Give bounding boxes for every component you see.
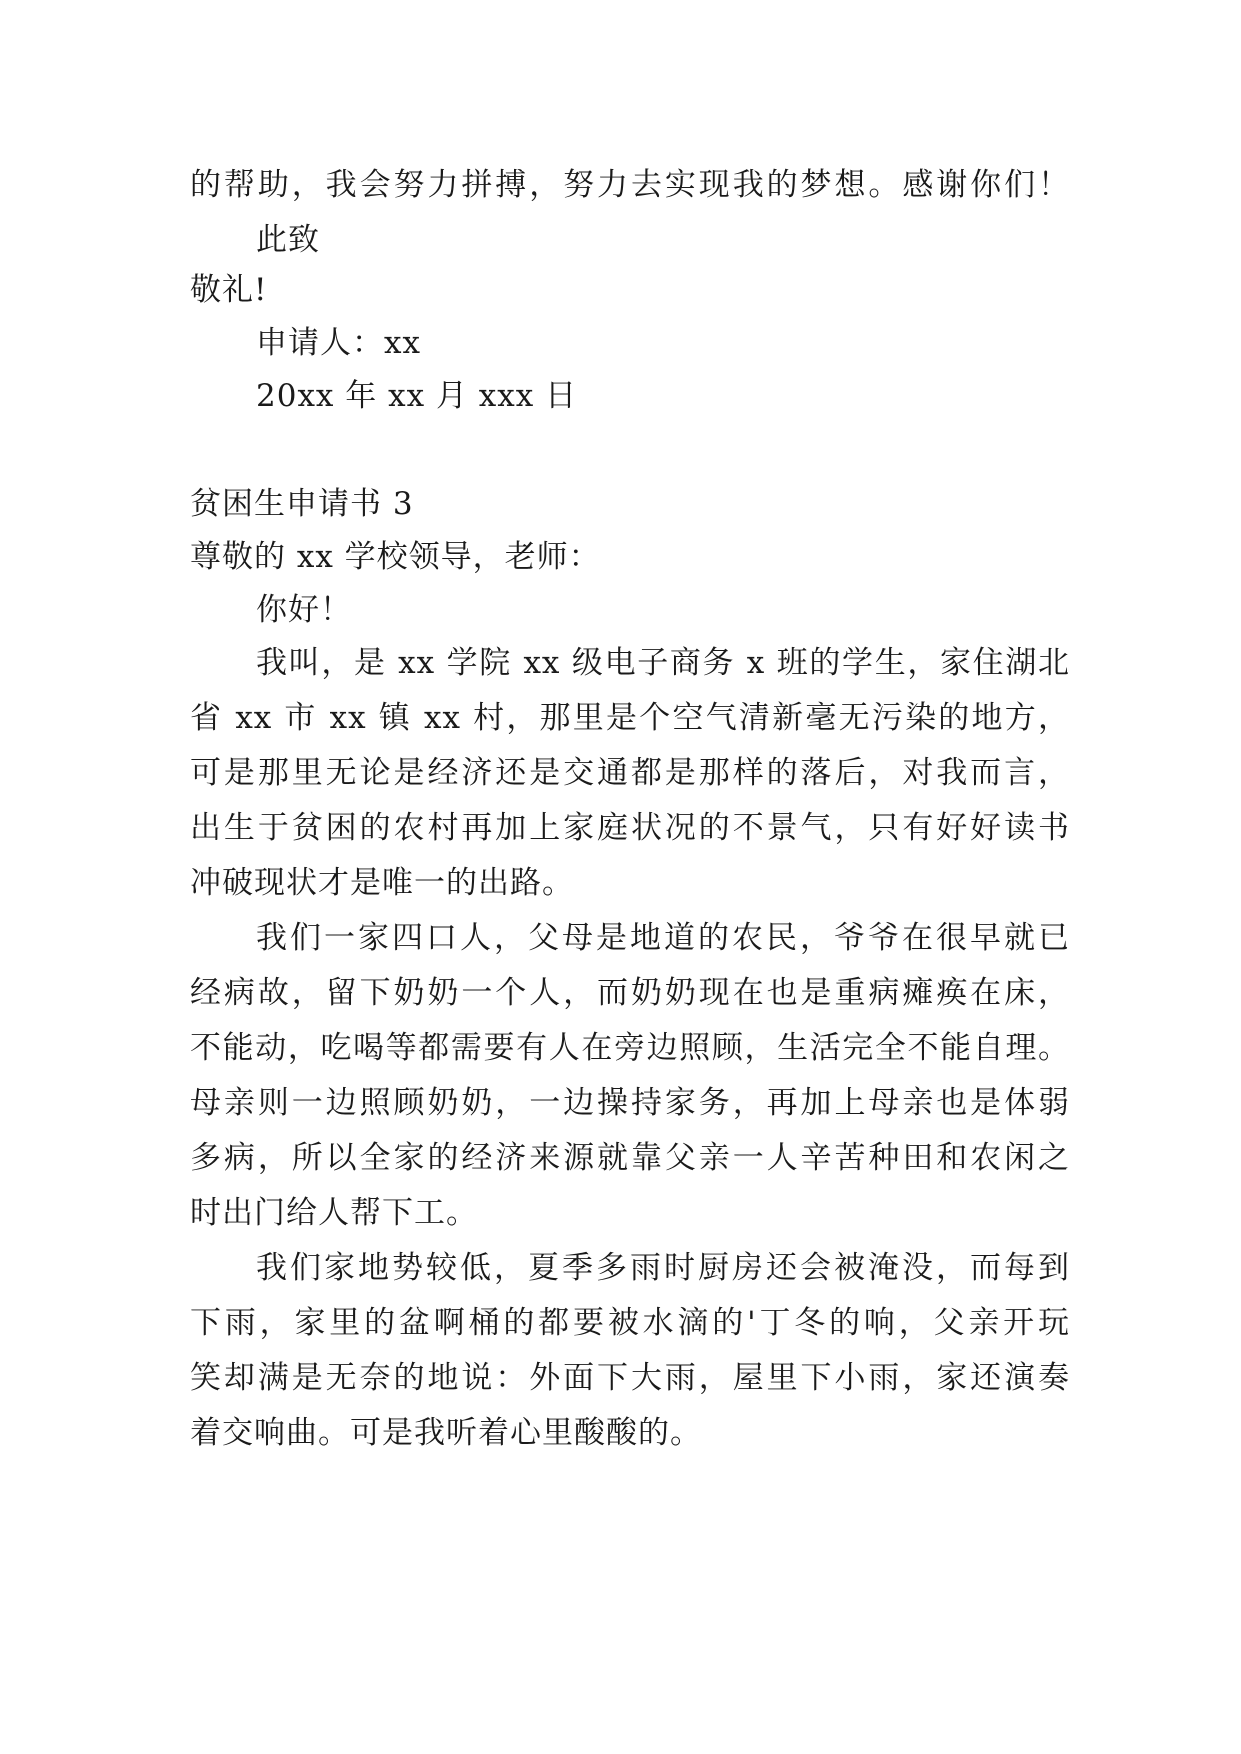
paragraph-line: 多病，所以全家的经济来源就靠父亲一人辛苦种田和农闲之 bbox=[190, 1140, 1070, 1176]
paragraph-line: 下雨，家里的盆啊桶的都要被水滴的'丁冬的响，父亲开玩 bbox=[190, 1305, 1070, 1341]
closing-line: 的帮助，我会努力拼搏，努力去实现我的梦想。感谢你们！ bbox=[190, 167, 1070, 203]
paragraph-line: 冲破现状才是唯一的出路。 bbox=[190, 865, 574, 901]
salutation-line-2: 敬礼! bbox=[190, 272, 268, 308]
paragraph-line: 不能动，吃喝等都需要有人在旁边照顾，生活完全不能自理。 bbox=[190, 1030, 1070, 1066]
paragraph-line: 我们家地势较低，夏季多雨时厨房还会被淹没，而每到 bbox=[256, 1250, 1070, 1286]
paragraph-line: 我叫，是 xx 学院 xx 级电子商务 x 班的学生，家住湖北 bbox=[256, 645, 1070, 681]
paragraph-line: 着交响曲。可是我听着心里酸酸的。 bbox=[190, 1415, 702, 1451]
paragraph-line: 母亲则一边照顾奶奶，一边操持家务，再加上母亲也是体弱 bbox=[190, 1085, 1070, 1121]
paragraph-line: 经病故，留下奶奶一个人，而奶奶现在也是重病瘫痪在床， bbox=[190, 975, 1070, 1011]
paragraph-line: 时出门给人帮下工。 bbox=[190, 1195, 478, 1231]
letter-addressee: 尊敬的 xx 学校领导，老师： bbox=[190, 539, 601, 575]
paragraph-line: 可是那里无论是经济还是交通都是那样的落后，对我而言， bbox=[190, 755, 1070, 791]
paragraph-line: 出生于贫困的农村再加上家庭状况的不景气，只有好好读书 bbox=[190, 810, 1070, 846]
paragraph-line: 笑却满是无奈的地说：外面下大雨，屋里下小雨，家还演奏 bbox=[190, 1360, 1070, 1396]
letter-date: 20xx 年 xx 月 xxx 日 bbox=[256, 378, 578, 414]
applicant-signature: 申请人：xx bbox=[256, 325, 421, 361]
paragraph-line: 我们一家四口人，父母是地道的农民，爷爷在很早就已 bbox=[256, 920, 1070, 956]
letter-greeting: 你好！ bbox=[256, 592, 352, 628]
paragraph-line: 省 xx 市 xx 镇 xx 村，那里是个空气清新毫无污染的地方， bbox=[190, 700, 1070, 736]
letter-title: 贫困生申请书 3 bbox=[190, 486, 414, 522]
salutation-line-1: 此致 bbox=[256, 222, 320, 258]
